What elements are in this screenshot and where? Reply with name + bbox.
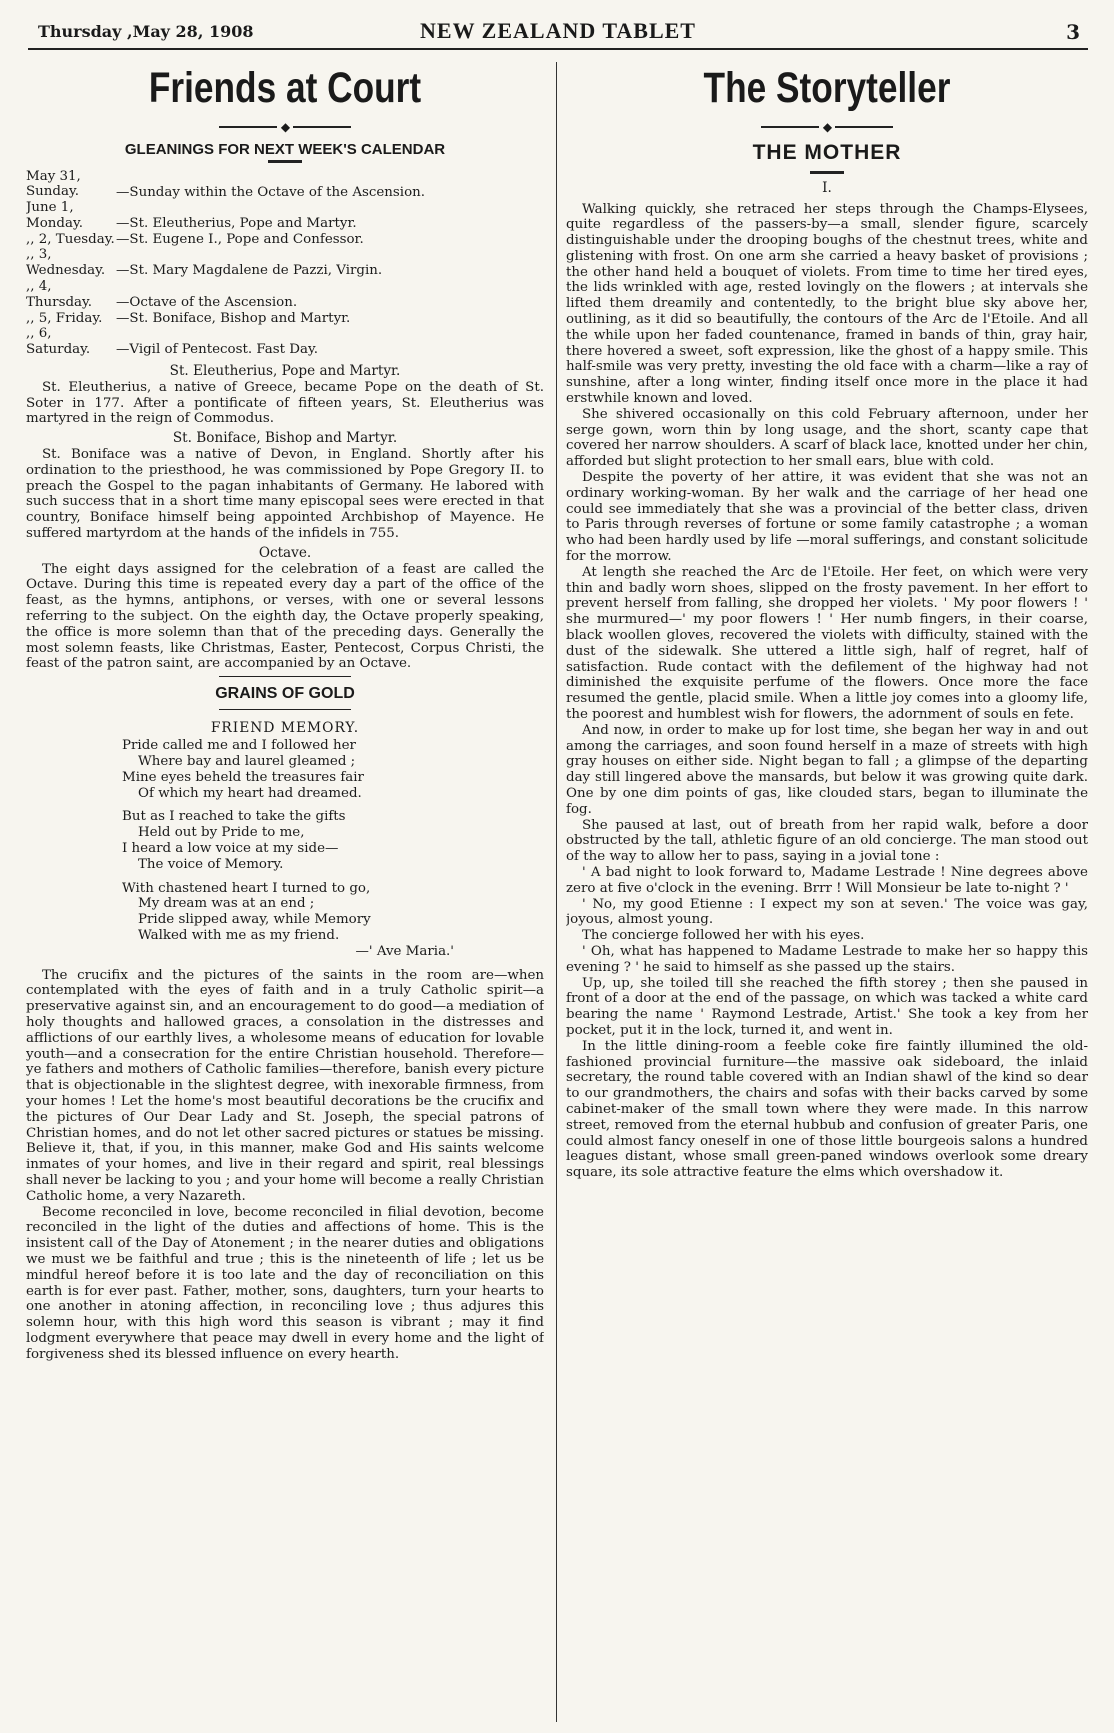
calendar-entry: June 1, Monday. —St. Eleutherius, Pope and Martyr. (26, 200, 357, 231)
small-rule (810, 171, 844, 174)
poem-stanza: But as I reached to take the gifts Held out by Pride to me, I heard a low voice at my side— The voice of Memory. (122, 809, 346, 872)
calendar-heading: GLEANINGS FOR NEXT WEEK'S CALENDAR (124, 140, 446, 158)
calendar-list (26, 169, 544, 359)
paragraph: St. Boniface was a native of Devon, in England. Shortly after his ordination to the priesthood, he was commissioned by Pope Gregory II. to preach the Gospel to the pagan inhabitants of Germany. He labored with such success that in a short time many episcopal sees were erected in that country, Boniface himself being appointed Archbishop of Mayence. He suffered martyrdom at the hands of the infidels in 755. (26, 447, 544, 542)
story-paragraph: She paused at last, out of breath from her rapid walk, before a door obstructed by the tall, athletic figure of an old concierge. The man stood out of the way to allow her to pass, saying in a jovial tone : (566, 817, 1088, 865)
ornament-rule: ◆ (26, 120, 544, 133)
column-divider (556, 62, 557, 1722)
rule (219, 676, 351, 677)
page-number: 3 (1066, 20, 1080, 44)
poem (122, 738, 544, 959)
ornament-rule: ◆ (566, 120, 1088, 133)
right-column (566, 58, 1088, 1728)
rule (219, 709, 351, 710)
calendar-entry: ,, 5, Friday. —St. Boniface, Bishop and Martyr. (26, 310, 351, 326)
calendar-entry: ,, 4, Thursday. —Octave of the Ascension. (26, 279, 298, 310)
paragraph: St. Eleutherius, a native of Greece, became Pope on the death of St. Soter in 177. After a pontificate of fifteen years, St. Eleutherius was martyred in the reign of Commodus. (26, 379, 544, 427)
small-rule (268, 160, 302, 163)
story-paragraph: At length she reached the Arc de l'Etoile. Her feet, on which were very thin and badly worn shoes, slipped on the frosty pavement. In her effort to prevent herself from falling, she dropped her violets. ' My poor flowers ! ' she murmured—' my poor flowers ! ' Her numb fingers, in their coarse, black woollen gloves, recovered the violets with difficulty, stained with the dust of the sidewalk. She uttered a little sigh, half of regret, half of satisfaction. Rude contact with the defilement of the highway had not diminished the exquisite perfume of the flowers. Once more the face resumed the gentle, placid smile. When a little joy comes into a gloomy life, the poorest and humblest wish for flowers, the adornment of souls en fete. (566, 564, 1088, 722)
octave-heading: Octave. (258, 544, 312, 561)
story-paragraph: Up, up, she toiled till she reached the fifth storey ; then she paused in front of a door at the end of the passage, on which was tacked a white card bearing the name ' Raymond Lestrade, Artist.' She took a key from her pocket, put it in the lock, turned it, and went in. (566, 975, 1088, 1038)
story-paragraph: She shivered occasionally on this cold February afternoon, under her serge gown, worn thin by long usage, and the short, scanty cape that covered her narrow shoulders. A scarf of black lace, knotted under her chin, afforded but slight protection to her small ears, blue with cold. (566, 406, 1088, 470)
calendar-entry: May 31, Sunday. —Sunday within the Octave of the Ascension. (26, 168, 426, 200)
story-paragraph: Despite the poverty of her attire, it was evident that she was not an ordinary working-woman. By her walk and the carriage of her head one could see immediately that she was a provincial of the better class, driven to Paris through reverses of fortune or some family catastrophe ; a woman who had been hardly used by life —moral sufferings, and constant solicitude for the morrow. (566, 470, 1088, 565)
issue-date: Thursday ,May 28, 1908 (38, 22, 254, 41)
story-paragraph: In the little dining-room a feeble coke fire faintly illumined the old-fashioned provincial furniture—the massive oak sideboard, the inlaid secretary, the round table covered with an Indian shawl of the kind so dear to our grandmothers, the chairs and sofas with their backs carved by some cabinet-maker of the small town where they were made. In this narrow street, removed from the eternal hubbub and confusion of greater Paris, one could almost fancy oneself in one of those little bourgeois salons a hundred leagues distant, whose small green-paned windows overlook some dreary square, its sole attractive feature the elms which overshadow it. (566, 1038, 1088, 1181)
paragraph: The crucifix and the pictures of the saints in the room are—when contemplated with the eyes of faith and in a truly Catholic spirit—a preservative against sin, and an encouragement to do good—a mediation of holy thoughts and hallowed graces, a consolation in the distresses and afflictions of our earthly lives, a wholesome means of education for lovable youth—and a consecration for the entire Christian household. Therefore—ye fathers and mothers of Catholic families—therefore, banish every picture that is objectionable in the slightest degree, with inexorable firmness, from your homes ! Let the home's most beautiful decorations be the crucifix and the pictures of Our Dear Lady and St. Joseph, the special patrons of Christian homes, and do not let other sacred pictures or statues be missing. Believe it, that, if you, in this manner, make God and His saints welcome inmates of your homes, and live in their regard and spirit, real blessings shall never be lacking to you ; and your home will become a really Christian Catholic home, a very Nazareth. (26, 967, 544, 1204)
masthead (28, 18, 1088, 50)
section-number: I. (822, 179, 832, 196)
saint-heading: St. Boniface, Bishop and Martyr. (172, 430, 398, 447)
storyteller-title: The Storyteller (703, 64, 951, 112)
story-paragraph: ' Oh, what has happened to Madame Lestrade to make her so happy this evening ? ' he said to himself as she passed up the stairs. (566, 943, 1088, 975)
story-paragraph: ' A bad night to look forward to, Madame Lestrade ! Nine degrees above zero at five o'clock in the evening. Brrr ! Will Monsieur be late to-night ? ' (566, 864, 1088, 896)
story-paragraph: Walking quickly, she retraced her steps through the Champs-Elysees, quite regardless of the passers-by—a small, slender figure, scarcely distinguishable under the drooping boughs of the chestnut trees, white and glistening with frost. On one arm she carried a heavy basket of provisions ; the other hand held a bouquet of violets. From time to time her tired eyes, the lids wrinkled with age, rested lovingly on the flowers ; at intervals she lifted them dreamily and contentedly, to the bright blue sky above her, outlining, as it did so beautifully, the contours of the Arc de l'Etoile. And all the while upon her faded countenance, framed in bands of thin, gray hair, there hovered a sweet, soft expression, like the ghost of a happy smile. This half-smile was very pretty, investing the old face with a charm—like a ray of sunshine, after a long winter, finding itself once more in the place it had erstwhile known and loved. (566, 201, 1088, 407)
story-paragraph: ' No, my good Etienne : I expect my son at seven.' The voice was gay, joyous, almost young. (566, 896, 1088, 928)
paragraph: Become reconciled in love, become reconciled in filial devotion, become reconciled in the light of the duties and affections of home. This is the insistent call of the Day of Atonement ; in the nearer duties and obligations we must we be faithful and true ; this is the nineteenth of life ; let us be mindful hereof before it is too late and the day of reconciliation on this earth is for ever past. Father, mother, sons, daughters, turn your hearts to one another in atoning affection, in reconciling love ; thus adjures this solemn hour, with this high word this season is vibrant ; may it find lodgment everywhere that peace may dwell in every home and the light of forgiveness shed its blessed influence on every hearth. (26, 1204, 544, 1362)
paragraph: The eight days assigned for the celebration of a feast are called the Octave. During this time is repeated every day a part of the office of the feast, as the hymns, antiphons, or verses, with one or several lessons referring to the subject. On the eighth day, the Octave properly speaking, the office is more solemn than that of the preceding days. Generally the most solemn feasts, like Christmas, Easter, Pentecost, Corpus Christi, the feast of the patron saint, are accompanied by an Octave. (26, 561, 544, 672)
poem-title: FRIEND MEMORY. (210, 720, 360, 737)
poem-attribution: —' Ave Maria.' (355, 943, 454, 959)
poem-stanza: Pride called me and I followed her Where bay and laurel gleamed ; Mine eyes beheld the treasures fair Of which my heart had dreamed. (122, 738, 364, 801)
story-title: THE MOTHER (752, 140, 902, 164)
story-paragraph: The concierge followed her with his eyes. (582, 928, 865, 944)
paper-name: NEW ZEALAND TABLET (420, 18, 696, 43)
saint-heading: St. Eleutherius, Pope and Martyr. (169, 363, 401, 380)
poem-stanza: With chastened heart I turned to go, My dream was at an end ; Pride slipped away, while Memory Walked with me as my friend. —' Ave Maria.' (122, 881, 544, 960)
grains-of-gold-heading: GRAINS OF GOLD (215, 685, 355, 703)
left-column (26, 58, 544, 1728)
calendar-entry: ,, 2, Tuesday.—St. Eugene I., Pope and Confessor. (26, 231, 364, 247)
story-paragraph: And now, in order to make up for lost time, she began her way in and out among the carriages, and soon found herself in a maze of streets with high gray houses on either side. Night began to fall ; a glimpse of the departing day still lingered above the mansards, but below it was growing quite dark. One by one dim points of gas, like clouded stars, began to illuminate the fog. (566, 722, 1088, 817)
friends-at-court-title: Friends at Court (148, 64, 422, 112)
calendar-entry: ,, 3, Wednesday. —St. Mary Magdalene de Pazzi, Virgin. (26, 247, 383, 279)
calendar-entry: ,, 6, Saturday. —Vigil of Pentecost. Fast Day. (26, 326, 319, 358)
